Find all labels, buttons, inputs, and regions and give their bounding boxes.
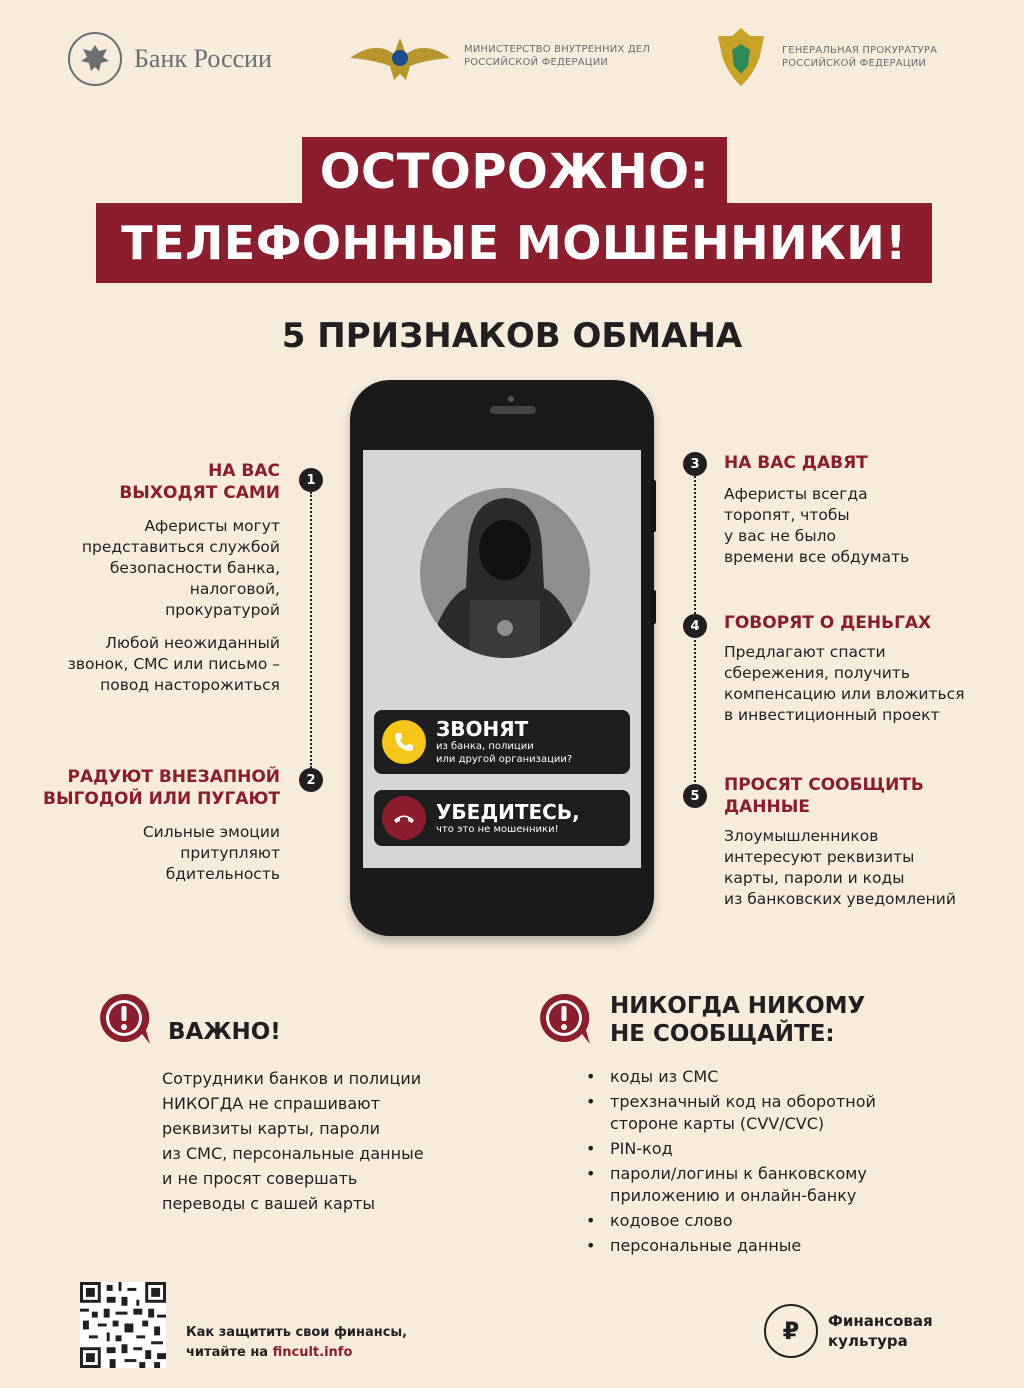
eagle-emblem-icon: [68, 32, 122, 86]
call-title: ЗВОНЯТ: [436, 717, 529, 741]
title-line-2: ТЕЛЕФОННЫЕ МОШЕННИКИ!: [96, 203, 932, 283]
phone-answer-icon: [382, 720, 426, 764]
text-line: налоговой,: [189, 580, 280, 598]
mvd-name-line2: РОССИЙСКОЙ ФЕДЕРАЦИИ: [464, 57, 609, 68]
footer-text: [186, 1323, 407, 1363]
list-item: • персональные данные: [584, 1235, 914, 1257]
sign-number-3: 3: [683, 452, 707, 476]
footer-line2: читайте на: [186, 1345, 269, 1360]
text-line: в инвестиционный проект: [724, 706, 940, 724]
text-line: реквизиты карты, пароли: [162, 1119, 381, 1138]
hacker-avatar-icon: [420, 488, 590, 658]
list-item: • коды из СМС: [584, 1066, 914, 1088]
sign-4-text: [724, 642, 1020, 726]
prosecutor-emblem-icon: [714, 26, 768, 88]
text-line: Сотрудники банков и полиции: [162, 1069, 422, 1088]
text-line: сбережения, получить: [724, 664, 910, 682]
verify-title: УБЕДИТЕСЬ,: [436, 799, 580, 824]
text-line: притупляют: [180, 844, 280, 862]
list-item: • PIN-код: [584, 1138, 914, 1160]
text-line: Сильные эмоции: [142, 823, 280, 841]
gp-name-line2: РОССИЙСКОЙ ФЕДЕРАЦИИ: [782, 58, 927, 69]
gp-name-line1: ГЕНЕРАЛЬНАЯ ПРОКУРАТУРА: [782, 45, 938, 56]
list-item: • пароли/логины к банковскому приложению и онлайн-банку: [584, 1163, 914, 1207]
phone-camera-icon: [508, 396, 514, 402]
footer-line1: Как защитить свои финансы,: [186, 1325, 408, 1340]
text-line: НИКОГДА не спрашивают: [162, 1094, 380, 1113]
mvd-logo: [350, 26, 650, 86]
financial-culture-logo: [764, 1304, 933, 1358]
text-line: Аферисты всегда: [724, 485, 868, 503]
important-heading: ВАЖНО!: [168, 1019, 281, 1045]
text-line: интересуют реквизиты: [724, 848, 915, 866]
phone-speaker-icon: [490, 406, 536, 414]
sign-4: [724, 612, 1020, 726]
sign-1-text-1: [20, 516, 280, 621]
list-item: • трехзначный код на оборотной стороне карты (CVV/CVC): [584, 1091, 914, 1135]
sign-1: [20, 460, 280, 696]
text-line: Аферисты могут: [144, 517, 280, 535]
ruble-icon: ₽: [764, 1304, 818, 1358]
phone-hangup-icon: [382, 796, 426, 840]
timeline-line-left: [310, 492, 312, 768]
sign-3-title: НА ВАС ДАВЯТ: [724, 453, 868, 473]
never-heading-line2: НЕ СООБЩАЙТЕ:: [610, 1021, 835, 1047]
text-line: безопасности банка,: [109, 559, 280, 577]
sign-number-2: 2: [299, 768, 323, 792]
sign-5-title-line1: ПРОСЯТ СООБЩИТЬ: [724, 775, 924, 795]
text-line: из СМС, персональные данные: [162, 1144, 424, 1163]
text-line: Злоумышленников: [724, 827, 879, 845]
exclamation-bubble-icon: [96, 990, 152, 1046]
fincult-link[interactable]: fincult.info: [272, 1345, 353, 1360]
sign-5-text: [724, 826, 1020, 910]
sign-number-5: 5: [683, 784, 707, 808]
sign-2: [20, 766, 280, 885]
sign-4-title: ГОВОРЯТ О ДЕНЬГАХ: [724, 613, 932, 633]
phone-side-button: [651, 590, 656, 624]
brand-line1: Финансовая: [828, 1312, 933, 1330]
mvd-name-line1: МИНИСТЕРСТВО ВНУТРЕННИХ ДЕЛ: [464, 44, 651, 55]
verify-card: [374, 790, 630, 846]
text-line: звонок, СМС или письмо –: [67, 655, 280, 673]
sign-1-text-2: [20, 633, 280, 696]
sign-2-text: [20, 822, 280, 885]
incoming-call-card: [374, 710, 630, 774]
text-line: представиться службой: [81, 538, 280, 556]
sign-2-title-line2: ВЫГОДОЙ ИЛИ ПУГАЮТ: [43, 789, 280, 809]
title-line-1: ОСТОРОЖНО:: [302, 137, 727, 207]
list-item: • кодовое слово: [584, 1210, 914, 1232]
sign-1-title-line2: ВЫХОДЯТ САМИ: [119, 483, 280, 503]
text-line: прокуратурой: [165, 601, 280, 619]
sign-3: [724, 452, 1014, 568]
mvd-eagle-icon: [350, 26, 450, 86]
sign-number-1: 1: [299, 468, 323, 492]
important-text: [162, 1066, 462, 1216]
text-line: Любой неожиданный: [105, 634, 280, 652]
text-line: бдительность: [165, 865, 280, 883]
sign-3-text: [724, 484, 1014, 568]
brand-line2: культура: [828, 1332, 908, 1350]
text-line: времени все обдумать: [724, 548, 910, 566]
text-line: торопят, чтобы: [724, 506, 850, 524]
never-share-list: [584, 1066, 914, 1260]
prosecutor-logo: [714, 26, 937, 88]
sign-1-title-line1: НА ВАС: [208, 461, 280, 481]
sign-number-4: 4: [683, 614, 707, 638]
text-line: повод насторожиться: [100, 676, 280, 694]
text-line: и не просят совершать: [162, 1169, 358, 1188]
text-line: Предлагают спасти: [724, 643, 886, 661]
sign-2-title-line1: РАДУЮТ ВНЕЗАПНОЙ: [67, 767, 280, 787]
never-heading: [610, 992, 865, 1048]
bank-name: Банк России: [134, 44, 272, 73]
text-line: компенсацию или вложиться: [724, 685, 965, 703]
text-line: у вас не было: [724, 527, 836, 545]
sign-5-title-line2: ДАННЫЕ: [724, 797, 810, 817]
call-subtitle-line1: из банка, полиции: [436, 741, 534, 752]
phone-side-button: [651, 480, 656, 532]
exclamation-bubble-icon: [536, 990, 592, 1046]
call-subtitle-line2: или другой организации?: [436, 754, 573, 765]
text-line: из банковских уведомлений: [724, 890, 956, 908]
never-heading-line1: НИКОГДА НИКОМУ: [610, 993, 866, 1019]
verify-subtitle: что это не мошенники!: [436, 823, 559, 835]
qr-code[interactable]: [80, 1282, 166, 1368]
bank-of-russia-logo: [68, 32, 272, 86]
subtitle: 5 ПРИЗНАКОВ ОБМАНА: [281, 316, 743, 356]
text-line: карты, пароли и коды: [724, 869, 905, 887]
text-line: переводы с вашей карты: [162, 1194, 375, 1213]
sign-5: [724, 774, 1020, 910]
